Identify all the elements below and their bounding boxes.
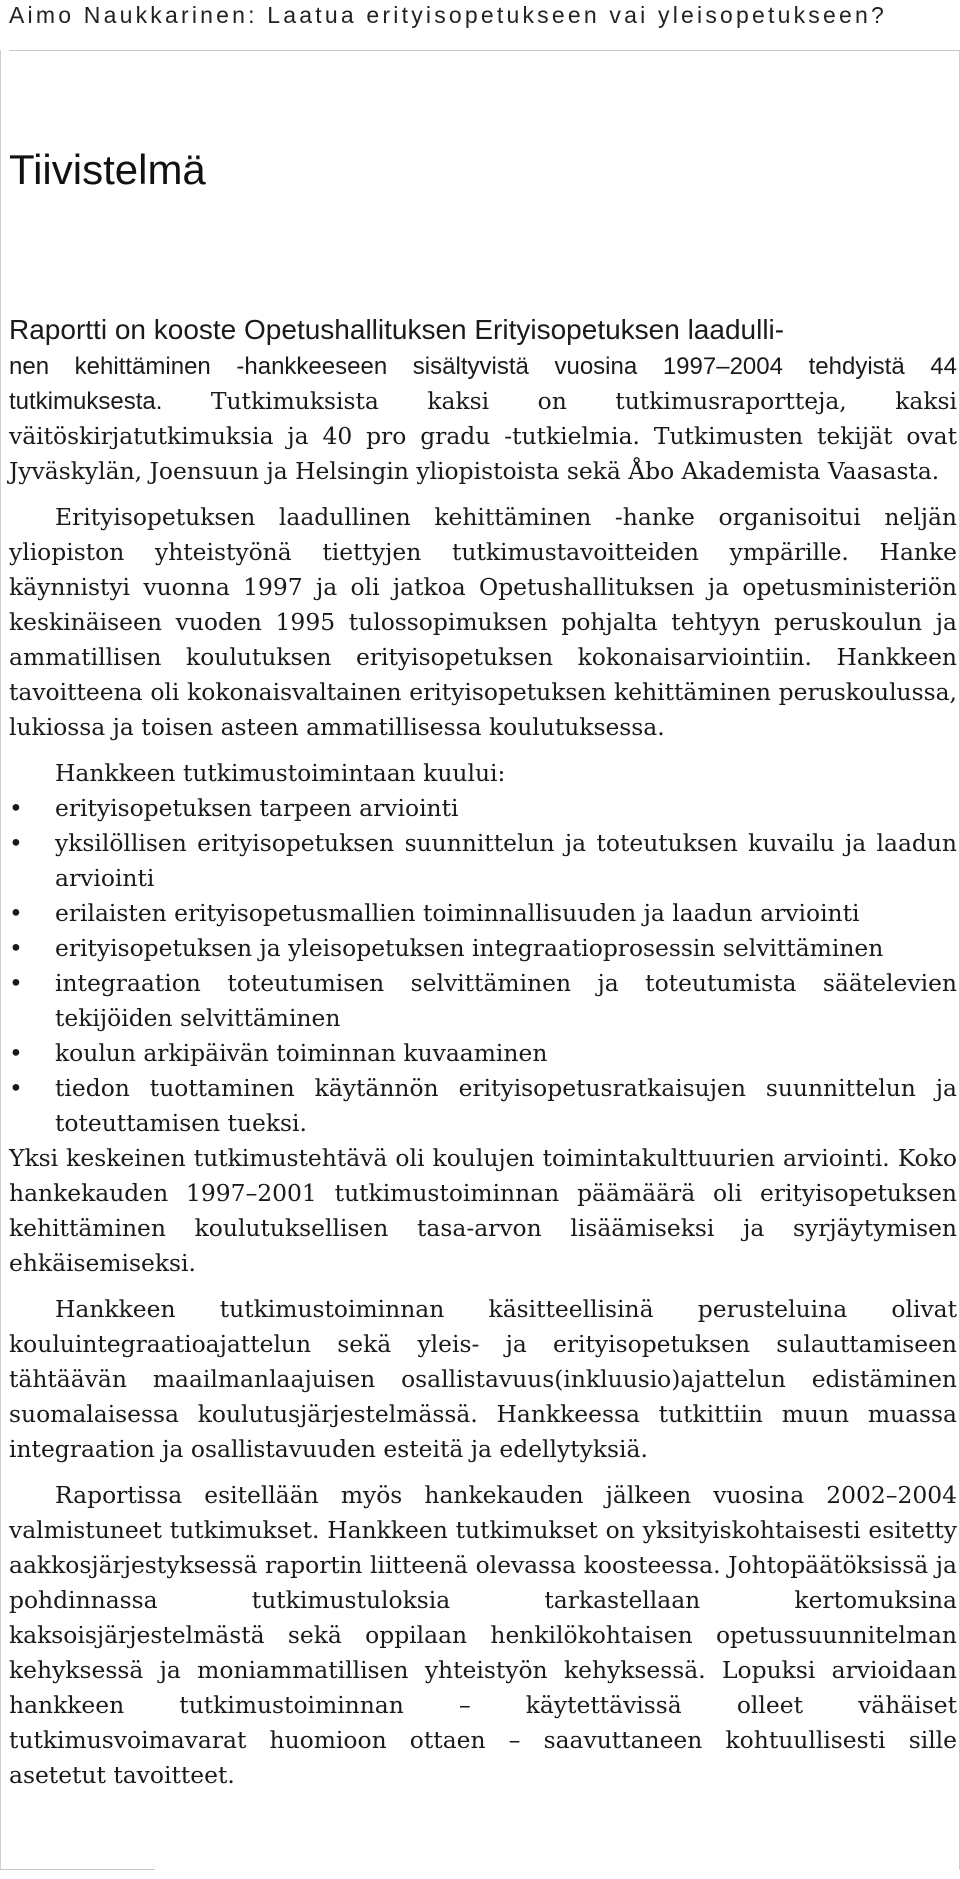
intro-body: Tutkimuksista kaksi on tutkimusraportteja, kaksi väitöskirjatutkimuksia ja 40 pro gradu -tutkielmia. Tutkimusten tekijät ovat Jyväskylän, Joensuun ja Helsingin yliopistoista sekä Åbo Akademista Vaasasta. (9, 387, 957, 485)
list-item: • yksilöllisen erityisopetuksen suunnittelun ja toteutuksen kuvailu ja laadun arviointi (9, 826, 957, 896)
abstract-body (9, 312, 957, 1793)
list-item: • koulun arkipäivän toiminnan kuvaaminen (9, 1036, 957, 1071)
paragraph-project: Erityisopetuksen laadullinen kehittäminen -hanke organisoitui neljän yliopiston yhteistyönä tiettyjen tutkimustavoitteiden ympärille. Hanke käynnistyi vuonna 1997 ja oli jatkoa Opetushallituksen ja opetusministeriön keskinäiseen vuoden 1995 tulossopimuksen pohjalta tehtyyn peruskoulun ja ammatillisen koulutuksen erityisopetuksen kokonaisarviointiin. Hankkeen tavoitteena oli kokonaisvaltainen erityisopetuksen kehittäminen peruskoulussa, lukiossa ja toisen asteen ammatillisessa koulutuksessa. (9, 503, 957, 741)
bullet-icon: • (9, 1039, 23, 1067)
list-item: • erityisopetuksen tarpeen arviointi (9, 791, 957, 826)
intro-lead: Raportti on kooste Opetushallituksen Erityisopetuksen laadulli- (9, 314, 785, 345)
bullet-icon: • (9, 969, 23, 997)
paragraph-concepts: Hankkeen tutkimustoiminnan käsitteellisinä perusteluina olivat kouluintegraatioajattelun sekä yleis- ja erityisopetuksen sulauttamiseen tähtäävän maailmanlaajuisen osallistavuus(inkluusio)ajattelun edistäminen suomalaisessa koulutusjärjestelmässä. Hankkeessa tutkittiin muun muassa integraation ja osallistavuuden esteitä ja edellytyksiä. (9, 1295, 957, 1463)
page-title: Tiivistelmä (9, 146, 206, 193)
bullet-icon: • (9, 899, 23, 927)
paragraph-goals: Yksi keskeinen tutkimustehtävä oli koulujen toimintakulttuurien arviointi. Koko hankekauden 1997–2001 tutkimustoiminnan päämäärä oli erityisopetuksen kehittäminen koulutuksellisen tasa-arvon lisäämiseksi ja syrjäytymisen ehkäisemiseksi. (9, 1144, 957, 1277)
bullet-icon: • (9, 934, 23, 962)
list-item: • erityisopetuksen ja yleisopetuksen integraatioprosessin selvittäminen (9, 931, 957, 966)
running-header: Aimo Naukkarinen: Laatua erityisopetukseen vai yleisopetukseen? (9, 2, 887, 28)
research-activities-list (9, 791, 957, 1141)
intro-lead-rest: nen kehittäminen -hankkeeseen sisältyvistä vuosina 1997–2004 tehdyistä 44 tutkimuksesta. (9, 353, 957, 415)
list-item: • erilaisten erityisopetusmallien toiminnallisuuden ja laadun arviointi (9, 896, 957, 931)
bullet-icon: • (9, 1074, 23, 1102)
list-item: • tiedon tuottaminen käytännön erityisopetusratkaisujen suunnittelun ja toteuttamisen tueksi. (9, 1071, 957, 1141)
paragraph-conclusions: Raportissa esitellään myös hankekauden jälkeen vuosina 2002–2004 valmistuneet tutkimukset. Hankkeen tutkimukset on yksityiskohtaisesti esitetty aakkosjärjestyksessä raportin liitteenä olevassa koosteessa. Johtopäätöksissä ja pohdinnassa tutkimustuloksia tarkastellaan kertomuksina kaksoisjärjestelmästä sekä oppilaan henkilökohtaisen opetussuunnitelman kehyksessä ja moniammatillisen yhteistyön kehyksessä. Lopuksi arvioidaan hankkeen tutkimustoiminnan – käytettävissä olleet vähäiset tutkimusvoimavarat huomioon ottaen – saavuttaneen kohtuullisesti sille asetetut tavoitteet. (9, 1481, 957, 1789)
top-rule (9, 50, 960, 51)
bullet-icon: • (9, 829, 23, 857)
bullet-icon: • (9, 794, 23, 822)
list-item: • integraation toteutumisen selvittäminen ja toteutumista säätelevien tekijöiden selvittäminen (9, 966, 957, 1036)
bottom-rule (0, 1869, 155, 1870)
list-intro: Hankkeen tutkimustoimintaan kuului: (55, 759, 506, 787)
paragraph-intro (9, 312, 957, 489)
left-rule (0, 50, 1, 1870)
